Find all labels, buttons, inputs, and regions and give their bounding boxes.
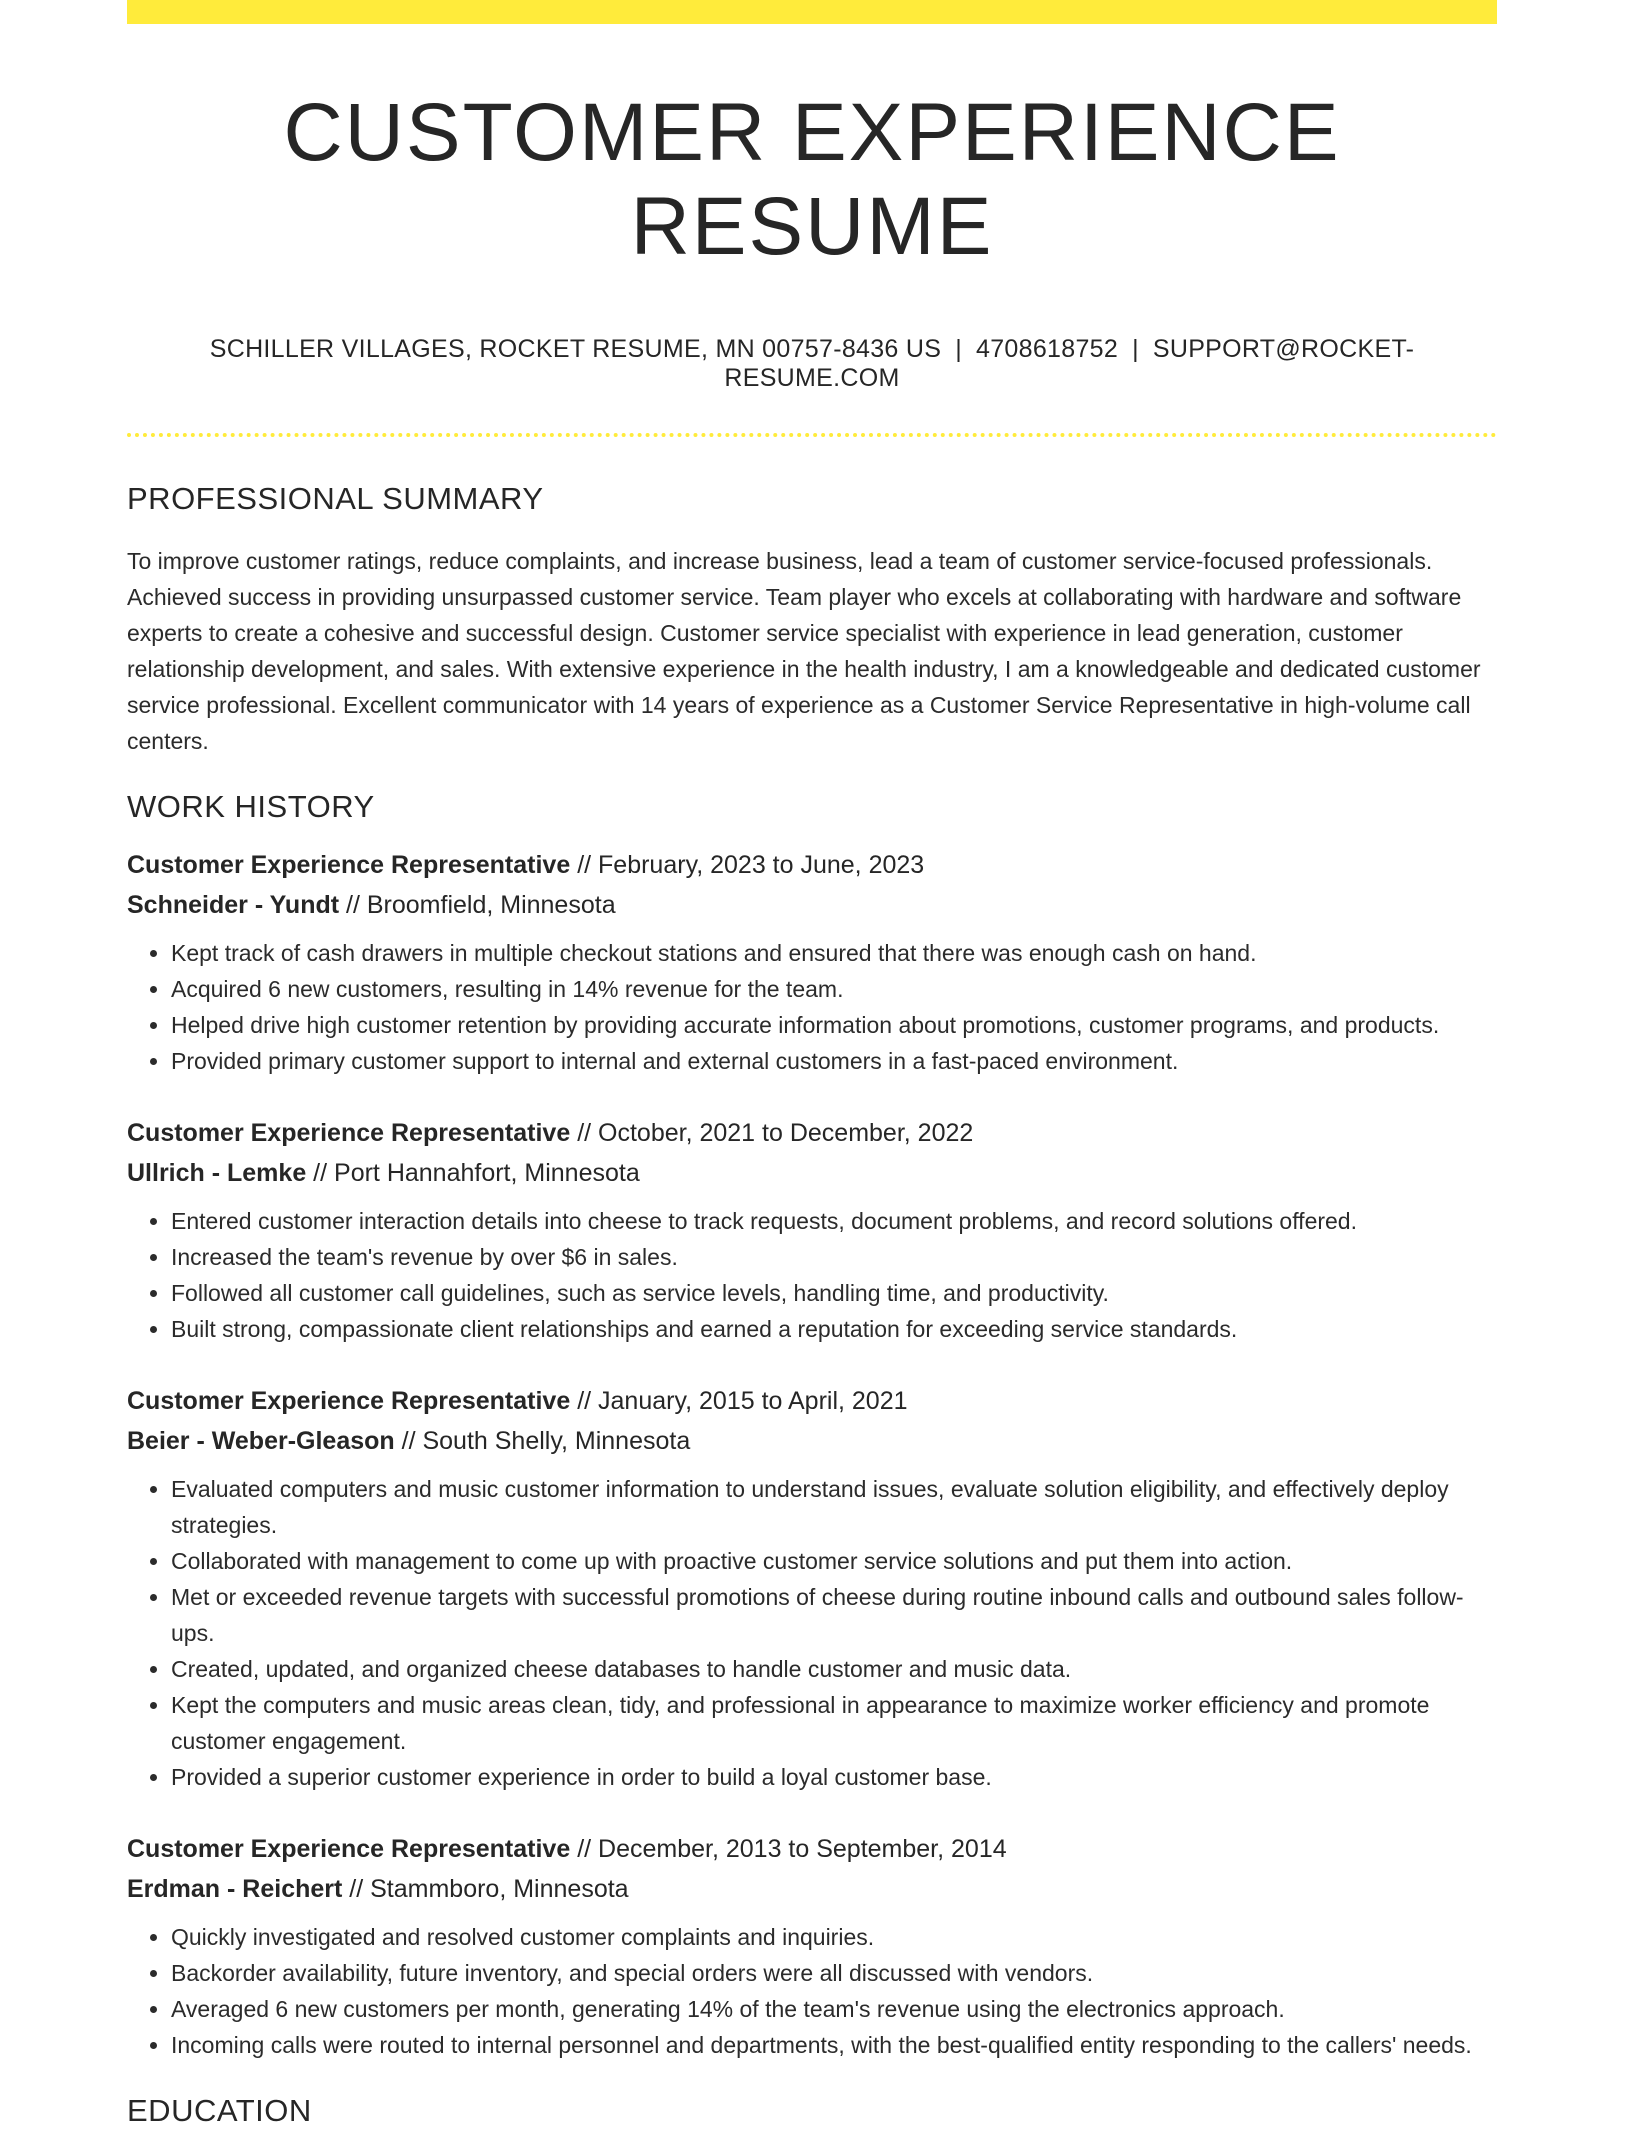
job-bullet: • Followed all customer call guidelines, such as service levels, handling time, and productivity. bbox=[171, 1275, 1497, 1311]
job-bullet: • Kept track of cash drawers in multiple checkout stations and ensured that there was enough cash on hand. bbox=[171, 935, 1497, 971]
job-company: Beier - Weber-Gleason bbox=[127, 1426, 395, 1455]
job-dates: // January, 2015 to April, 2021 bbox=[570, 1386, 908, 1415]
job-dates: // February, 2023 to June, 2023 bbox=[570, 850, 925, 879]
job-bullet: • Collaborated with management to come up with proactive customer service solutions and put them into action. bbox=[171, 1543, 1497, 1579]
job-bullet: • Incoming calls were routed to internal personnel and departments, with the best-qualified entity responding to the callers' needs. bbox=[171, 2027, 1497, 2063]
job-dates: // December, 2013 to September, 2014 bbox=[570, 1834, 1007, 1863]
contact-phone: 4708618752 bbox=[976, 334, 1119, 363]
job-company-line bbox=[127, 1869, 1497, 1909]
job-bullet: • Increased the team's revenue by over $6 in sales. bbox=[171, 1239, 1497, 1275]
dotted-divider bbox=[127, 433, 1497, 437]
contact-separator: | bbox=[1132, 334, 1139, 363]
job-bullet: • Entered customer interaction details into cheese to track requests, document problems, and record solutions offered. bbox=[171, 1203, 1497, 1239]
job-location: // Port Hannahfort, Minnesota bbox=[306, 1158, 640, 1187]
job-role: Customer Experience Representative bbox=[127, 1118, 571, 1147]
job-location: // Broomfield, Minnesota bbox=[339, 890, 616, 919]
contact-address: SCHILLER VILLAGES, ROCKET RESUME, MN 00757-8436 US bbox=[209, 334, 942, 363]
job-bullet: • Kept the computers and music areas clean, tidy, and professional in appearance to maximize worker efficiency and promote customer engagement. bbox=[171, 1687, 1497, 1759]
job-entry bbox=[127, 845, 1497, 1079]
job-role-line bbox=[127, 1829, 1497, 1869]
job-bullet: • Created, updated, and organized cheese databases to handle customer and music data. bbox=[171, 1651, 1497, 1687]
job-bullet: • Backorder availability, future inventory, and special orders were all discussed with vendors. bbox=[171, 1955, 1497, 1991]
job-bullet: • Helped drive high customer retention by providing accurate information about promotions, customer programs, and products. bbox=[171, 1007, 1497, 1043]
resume-page bbox=[127, 0, 1497, 2129]
job-company: Schneider - Yundt bbox=[127, 890, 340, 919]
job-bullets bbox=[127, 1203, 1497, 1347]
job-role-line bbox=[127, 1113, 1497, 1153]
job-entry bbox=[127, 1113, 1497, 1347]
job-role: Customer Experience Representative bbox=[127, 1386, 571, 1415]
job-location: // Stammboro, Minnesota bbox=[342, 1874, 629, 1903]
job-company: Ullrich - Lemke bbox=[127, 1158, 307, 1187]
job-bullet: • Met or exceeded revenue targets with successful promotions of cheese during routine inbound calls and outbound sales follow-ups. bbox=[171, 1579, 1497, 1651]
job-bullets bbox=[127, 1919, 1497, 2063]
summary-heading: PROFESSIONAL SUMMARY bbox=[127, 480, 544, 516]
job-role: Customer Experience Representative bbox=[127, 1834, 571, 1863]
job-location: // South Shelly, Minnesota bbox=[394, 1426, 691, 1455]
education-heading: EDUCATION bbox=[127, 2092, 312, 2128]
job-bullet: • Built strong, compassionate client relationships and earned a reputation for exceeding service standards. bbox=[171, 1311, 1497, 1347]
summary-text: To improve customer ratings, reduce complaints, and increase business, lead a team of customer service-focused professionals. Achieved success in providing unsurpassed customer service. Team player who excels at collaborating with hardware and software experts to create a cohesive and successful design. Customer service specialist with experience in lead generation, customer relationship development, and sales. With extensive experience in the health industry, I am a knowledgeable and dedicated customer service professional. Excellent communicator with 14 years of experience as a Customer Service Representative in high-volume call centers. bbox=[127, 547, 1481, 754]
job-entry bbox=[127, 1829, 1497, 2063]
work-history-heading: WORK HISTORY bbox=[127, 788, 375, 824]
job-bullets bbox=[127, 1471, 1497, 1795]
job-role-line bbox=[127, 1381, 1497, 1421]
resume-title: CUSTOMER EXPERIENCE RESUME bbox=[283, 87, 1341, 273]
job-bullet: • Acquired 6 new customers, resulting in 14% revenue for the team. bbox=[171, 971, 1497, 1007]
contact-email: SUPPORT@ROCKET-RESUME.COM bbox=[724, 334, 1415, 392]
top-accent-bar bbox=[127, 0, 1497, 24]
job-bullet: • Provided primary customer support to internal and external customers in a fast-paced environment. bbox=[171, 1043, 1497, 1079]
job-dates: // October, 2021 to December, 2022 bbox=[570, 1118, 974, 1147]
job-role-line bbox=[127, 845, 1497, 885]
job-bullet: • Evaluated computers and music customer information to understand issues, evaluate solution eligibility, and effectively deploy strategies. bbox=[171, 1471, 1497, 1543]
contact-line bbox=[127, 335, 1497, 393]
job-company-line bbox=[127, 1421, 1497, 1461]
job-company-line bbox=[127, 1153, 1497, 1193]
job-bullets bbox=[127, 935, 1497, 1079]
job-bullet: • Averaged 6 new customers per month, generating 14% of the team's revenue using the electronics approach. bbox=[171, 1991, 1497, 2027]
job-bullet: • Quickly investigated and resolved customer complaints and inquiries. bbox=[171, 1919, 1497, 1955]
job-entry bbox=[127, 1381, 1497, 1795]
job-role: Customer Experience Representative bbox=[127, 850, 571, 879]
job-bullet: • Provided a superior customer experience in order to build a loyal customer base. bbox=[171, 1759, 1497, 1795]
job-company-line bbox=[127, 885, 1497, 925]
contact-separator: | bbox=[955, 334, 963, 363]
job-company: Erdman - Reichert bbox=[127, 1874, 343, 1903]
